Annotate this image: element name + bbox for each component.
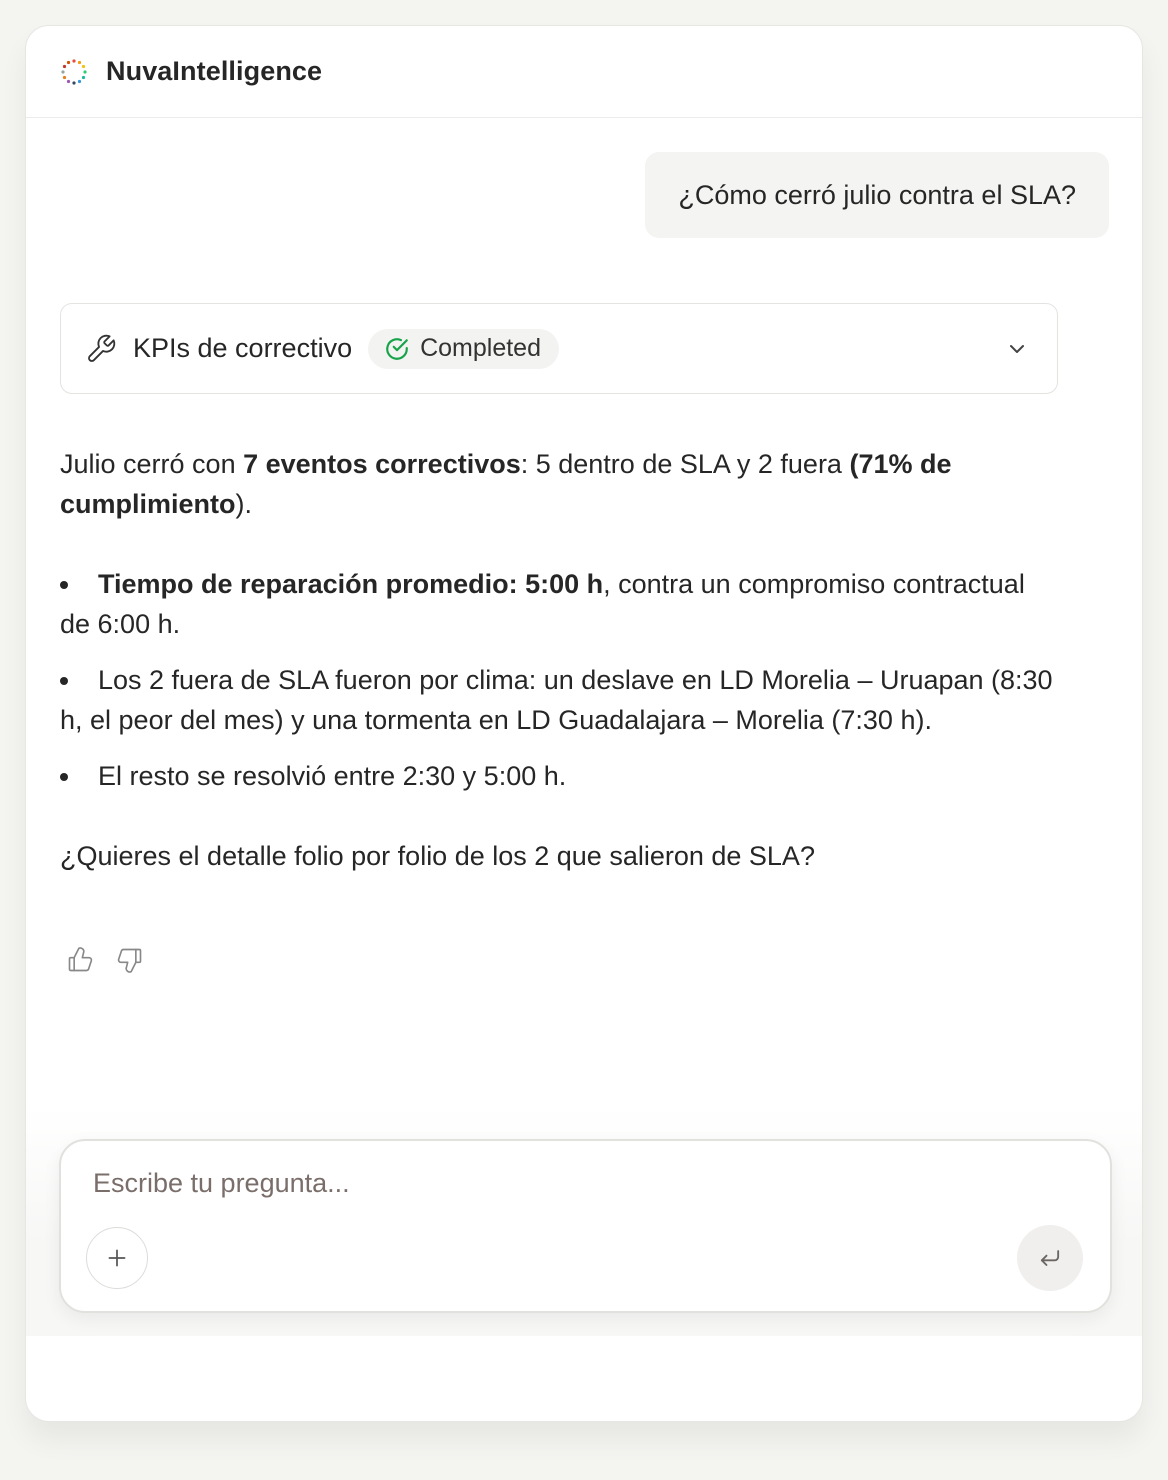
composer	[59, 1139, 1112, 1313]
wrench-icon	[85, 333, 117, 365]
answer-bullet-list	[60, 564, 1060, 796]
answer-bullet-item	[60, 756, 1060, 796]
attach-button[interactable]	[86, 1227, 148, 1289]
answer-bullet-item	[60, 564, 1060, 644]
assistant-answer	[60, 444, 1060, 876]
brand-name: NuvaIntelligence	[106, 56, 323, 86]
user-message-bubble	[645, 152, 1109, 238]
emphasized-text: 7 eventos correctivos	[243, 449, 521, 479]
feedback-actions	[66, 946, 144, 974]
thumbs-down-icon[interactable]	[116, 946, 144, 974]
answer-text: Los 2 fuera de SLA fueron por clima: un deslave en LD Morelia – Uruapan (8:30 h, el peor del mes) y una tormenta en LD Guadalajara – Morelia (7:30 h).	[60, 665, 1053, 735]
emphasized-text: Tiempo de reparación promedio: 5:00 h	[98, 569, 604, 599]
user-message-text: ¿Cómo cerró julio contra el SLA?	[678, 179, 1076, 210]
answer-text: Julio cerró con	[60, 449, 244, 479]
answer-followup-question: ¿Quieres el detalle folio por folio de los 2 que salieron de SLA?	[60, 841, 815, 871]
answer-bullet-item	[60, 660, 1060, 740]
status-badge	[368, 329, 559, 369]
status-label: Completed	[420, 334, 541, 362]
app-header	[26, 26, 1142, 118]
enter-return-icon	[1036, 1244, 1064, 1272]
answer-text: , contra un compromiso contractual de 6:00 h.	[60, 569, 1025, 639]
thumbs-up-icon[interactable]	[66, 946, 94, 974]
send-button[interactable]	[1017, 1225, 1083, 1291]
question-input[interactable]	[93, 1163, 993, 1203]
answer-text: : 5 dentro de SLA y 2 fuera	[520, 449, 850, 479]
answer-text: ).	[235, 489, 253, 519]
chat-window	[25, 25, 1143, 1422]
answer-text: El resto se resolvió entre 2:30 y 5:00 h.	[98, 761, 567, 791]
tool-call-card[interactable]	[60, 303, 1058, 394]
brand-logo-icon	[60, 58, 88, 86]
chevron-down-icon[interactable]	[1005, 337, 1029, 361]
emphasized-text: (71% de cumplimiento	[60, 449, 952, 519]
answer-intro	[60, 444, 1060, 524]
plus-icon	[104, 1245, 130, 1271]
check-circle-icon	[384, 336, 410, 362]
tool-call-title: KPIs de correctivo	[133, 333, 353, 363]
